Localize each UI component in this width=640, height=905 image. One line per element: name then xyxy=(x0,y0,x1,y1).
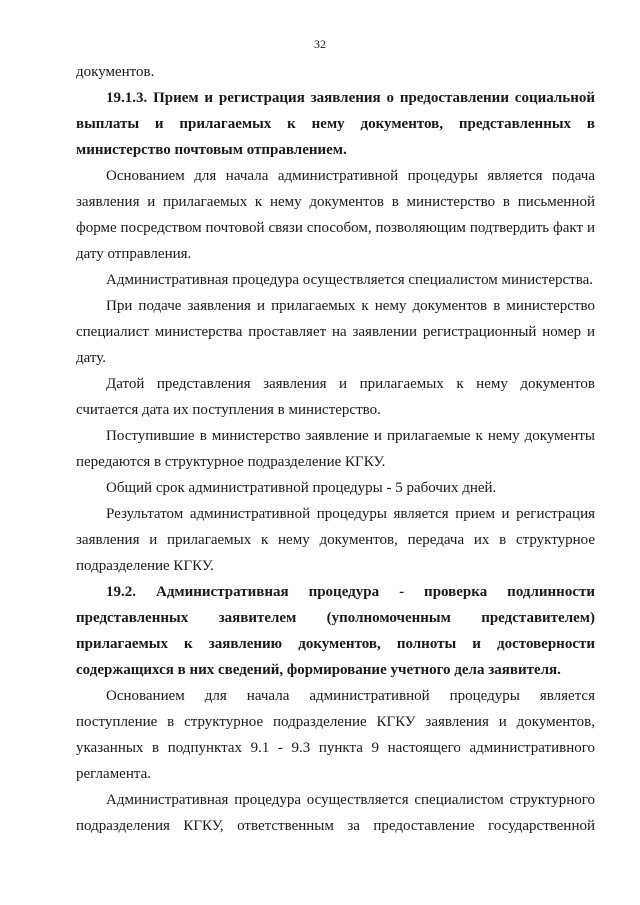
text-line: Результатом административной процедуры является прием и регистрация xyxy=(106,506,595,522)
text-line: форме посредством почтовой связи способом, позволяющим подтвердить факт и xyxy=(76,220,595,236)
text-line: считается дата их поступления в министерство. xyxy=(76,402,381,418)
heading-line: выплаты и прилагаемых к нему документов, представленных в xyxy=(76,116,595,132)
text-line: подразделения КГКУ, ответственным за предоставление государственной xyxy=(76,818,595,834)
text-line: При подаче заявления и прилагаемых к нему документов в министерство xyxy=(106,298,595,314)
text-line: заявления и прилагаемых к нему документов, передача их в структурное xyxy=(76,532,595,548)
text-line: Административная процедура осуществляется специалистом министерства. xyxy=(106,272,593,288)
text-line: документов. xyxy=(76,64,155,80)
text-line: Основанием для начала административной процедуры является подача xyxy=(106,168,595,184)
text-line: регламента. xyxy=(76,766,152,782)
text-line: Датой представления заявления и прилагаемых к нему документов xyxy=(106,376,595,392)
text-line: Общий срок административной процедуры - 5 рабочих дней. xyxy=(106,480,497,496)
text-line: дату отправления. xyxy=(76,246,192,262)
text-line: передаются в структурное подразделение КГКУ. xyxy=(76,454,386,470)
text-line: Основанием для начала административной процедуры является xyxy=(106,688,595,704)
heading-line: 19.1.3. Прием и регистрация заявления о предоставлении социальной xyxy=(106,90,595,106)
text-line: специалист министерства проставляет на заявлении регистрационный номер и xyxy=(76,324,595,340)
text-line: дату. xyxy=(76,350,107,366)
text-line: Поступившие в министерство заявление и прилагаемые к нему документы xyxy=(106,428,595,444)
heading-line: содержащихся в них сведений, формирование учетного дела заявителя. xyxy=(76,662,561,678)
heading-line: министерство почтовым отправлением. xyxy=(76,142,347,158)
text-line: заявления и прилагаемых к нему документов в министерство в письменной xyxy=(76,194,595,210)
heading-line: 19.2. Административная процедура - проверка подлинности xyxy=(106,584,595,600)
text-line: подразделение КГКУ. xyxy=(76,558,214,574)
text-line: поступление в структурное подразделение КГКУ заявления и документов, xyxy=(76,714,595,730)
text-line: указанных в подпунктах 9.1 - 9.3 пункта 9 настоящего административного xyxy=(76,740,595,756)
heading-line: представленных заявителем (уполномоченным представителем) xyxy=(76,610,595,626)
heading-line: прилагаемых к заявлению документов, полноты и достоверности xyxy=(76,636,595,652)
page-number: 32 xyxy=(314,37,326,51)
text-line: Административная процедура осуществляется специалистом структурного xyxy=(106,792,595,808)
